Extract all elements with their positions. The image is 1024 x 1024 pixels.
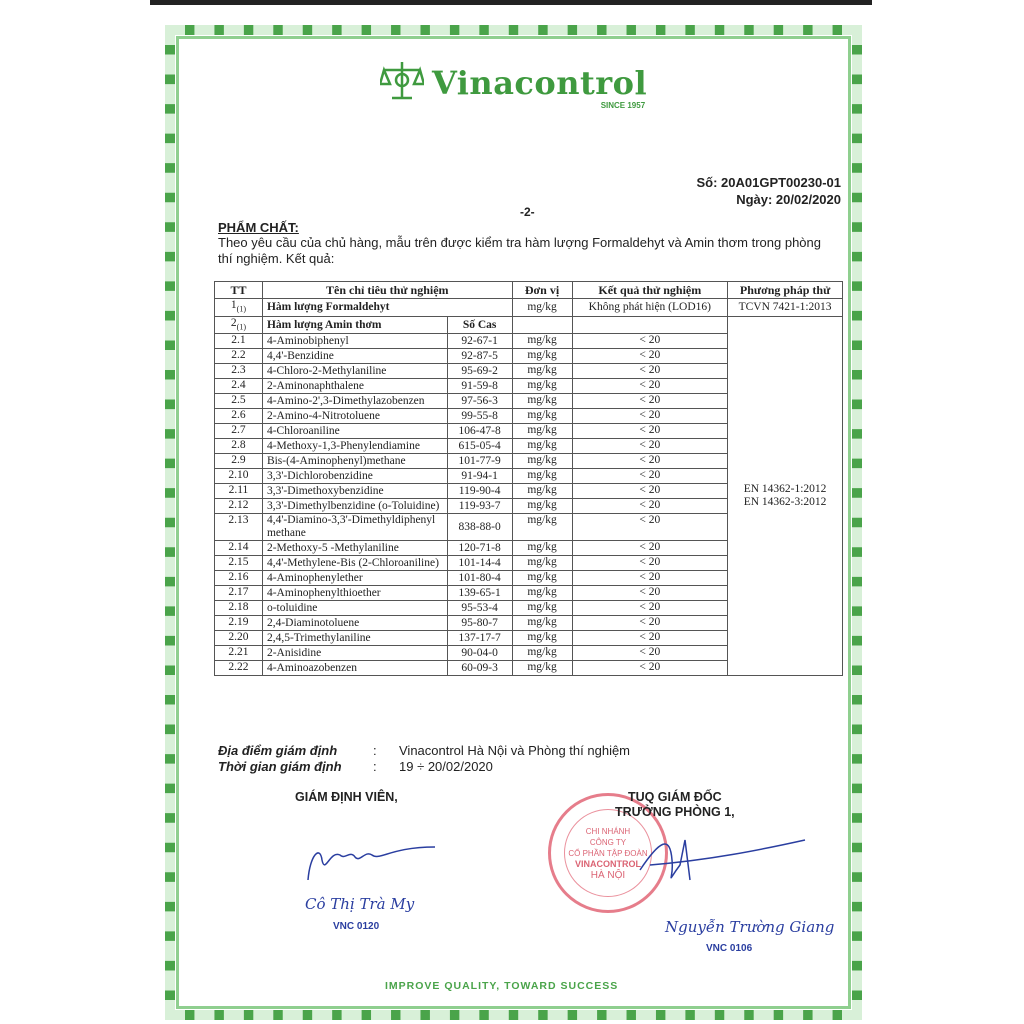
inspector-signature xyxy=(300,835,440,890)
row-result: < 20 xyxy=(572,541,728,556)
row-unit: mg/kg xyxy=(512,646,572,661)
row-name: 4-Amino-2',3-Dimethylazobenzen xyxy=(262,394,447,409)
time-value: 19 ÷ 20/02/2020 xyxy=(399,759,493,774)
cas-header: Số Cas xyxy=(447,317,512,334)
row-result: < 20 xyxy=(572,334,728,349)
row-tt: 2.9 xyxy=(215,454,263,469)
row-cas: 99-55-8 xyxy=(447,409,512,424)
row-name: Hàm lượng Amin thơm xyxy=(262,317,447,334)
logo-since: SINCE 1957 xyxy=(600,101,646,110)
row-result: < 20 xyxy=(572,454,728,469)
scales-icon xyxy=(380,58,424,102)
row-tt: 2.21 xyxy=(215,646,263,661)
row-tt: 2.3 xyxy=(215,364,263,379)
row-unit: mg/kg xyxy=(512,299,572,317)
inspection-meta xyxy=(218,743,630,775)
time-label: Thời gian giám định xyxy=(218,759,342,774)
row-name: 4-Aminobiphenyl xyxy=(262,334,447,349)
row-tt: 2.13 xyxy=(215,514,263,541)
row-cas: 119-90-4 xyxy=(447,484,512,499)
inspector-code: VNC 0120 xyxy=(333,921,380,932)
row-tt: 2.7 xyxy=(215,424,263,439)
row-result: < 20 xyxy=(572,586,728,601)
row-result: < 20 xyxy=(572,469,728,484)
row-name: 4,4'-Diamino-3,3'-Dimethyldiphenyl methane xyxy=(262,514,447,541)
row-name: 4-Methoxy-1,3-Phenylendiamine xyxy=(262,439,447,454)
director-code: VNC 0106 xyxy=(706,943,753,954)
row-name: 4-Aminophenylthioether xyxy=(262,586,447,601)
method-1: EN 14362-1:2012 xyxy=(743,483,827,496)
row-unit: mg/kg xyxy=(512,334,572,349)
row-name: 4-Aminophenylether xyxy=(262,571,447,586)
row-tt: 2.12 xyxy=(215,499,263,514)
row-result: < 20 xyxy=(572,394,728,409)
row-name: 4,4'-Benzidine xyxy=(262,349,447,364)
row-tt: 2.22 xyxy=(215,661,263,676)
header-name: Tên chỉ tiêu thử nghiệm xyxy=(262,282,512,299)
row-cas: 95-80-7 xyxy=(447,616,512,631)
document-date: Ngày: 20/02/2020 xyxy=(736,192,841,207)
row-result: < 20 xyxy=(572,661,728,676)
row-result: < 20 xyxy=(572,556,728,571)
document-reference xyxy=(696,174,841,208)
row-unit: mg/kg xyxy=(512,454,572,469)
row-result xyxy=(572,317,728,334)
row-unit: mg/kg xyxy=(512,409,572,424)
stamp-line: CHI NHÁNH xyxy=(585,826,631,836)
row-cas: 838-88-0 xyxy=(447,514,512,541)
row-name: o-toluidine xyxy=(262,601,447,616)
stamp-line: VINACONTROL xyxy=(575,858,641,869)
row-cas: 92-87-5 xyxy=(447,349,512,364)
row-tt: 2.16 xyxy=(215,571,263,586)
scan-edge xyxy=(150,0,872,5)
row-tt: 2.15 xyxy=(215,556,263,571)
row-cas: 137-17-7 xyxy=(447,631,512,646)
row-unit: mg/kg xyxy=(512,499,572,514)
row-cas: 95-53-4 xyxy=(447,601,512,616)
row-result: < 20 xyxy=(572,646,728,661)
results-table xyxy=(214,281,843,676)
header-method: Phương pháp thử xyxy=(728,282,843,299)
row-cas: 90-04-0 xyxy=(447,646,512,661)
row-name: 2-Methoxy-5 -Methylaniline xyxy=(262,541,447,556)
row-unit: mg/kg xyxy=(512,514,572,541)
row-unit xyxy=(512,317,572,334)
row-tt: 2.18 xyxy=(215,601,263,616)
row-tt: $1_{(1)}$ xyxy=(215,299,263,317)
row-tt: 2.14 xyxy=(215,541,263,556)
inspector-title: GIÁM ĐỊNH VIÊN, xyxy=(295,790,398,804)
row-unit: mg/kg xyxy=(512,364,572,379)
row-unit: mg/kg xyxy=(512,556,572,571)
row-cas: 101-14-4 xyxy=(447,556,512,571)
row-tt: 2.20 xyxy=(215,631,263,646)
row-unit: mg/kg xyxy=(512,541,572,556)
row-result: < 20 xyxy=(572,571,728,586)
row-result: < 20 xyxy=(572,439,728,454)
section-title: PHẨM CHẤT: xyxy=(218,220,299,235)
colon: : xyxy=(373,759,377,774)
row-unit: mg/kg xyxy=(512,484,572,499)
row-unit: mg/kg xyxy=(512,601,572,616)
row-cas: 101-77-9 xyxy=(447,454,512,469)
row-tt: 2.17 xyxy=(215,586,263,601)
row-name: 2-Anisidine xyxy=(262,646,447,661)
row-cas: 119-93-7 xyxy=(447,499,512,514)
row-unit: mg/kg xyxy=(512,661,572,676)
row-result: < 20 xyxy=(572,349,728,364)
inspector-name: Cô Thị Trà My xyxy=(305,895,415,913)
motto: IMPROVE QUALITY, TOWARD SUCCESS xyxy=(385,980,619,992)
row-cas: 615-05-4 xyxy=(447,439,512,454)
row-name: 4-Chloro-2-Methylaniline xyxy=(262,364,447,379)
row-name: 3,3'-Dimethoxybenzidine xyxy=(262,484,447,499)
amine-method xyxy=(728,317,843,676)
page-marker: -2- xyxy=(520,205,535,219)
logo-name: Vinacontrol xyxy=(432,64,648,102)
row-result: < 20 xyxy=(572,616,728,631)
row-cas: 95-69-2 xyxy=(447,364,512,379)
location-label: Địa điểm giám định xyxy=(218,743,338,758)
row-unit: mg/kg xyxy=(512,616,572,631)
row-unit: mg/kg xyxy=(512,394,572,409)
document-number: Số: 20A01GPT00230-01 xyxy=(696,175,841,190)
row-result: < 20 xyxy=(572,424,728,439)
row-cas: 97-56-3 xyxy=(447,394,512,409)
row-result: < 20 xyxy=(572,499,728,514)
row-cas: 106-47-8 xyxy=(447,424,512,439)
row-name: 4-Aminoazobenzen xyxy=(262,661,447,676)
row-result: < 20 xyxy=(572,364,728,379)
row-unit: mg/kg xyxy=(512,424,572,439)
header-unit: Đơn vị xyxy=(512,282,572,299)
director-name: Nguyễn Trường Giang xyxy=(665,918,835,936)
row-tt: 2.8 xyxy=(215,439,263,454)
row-cas: 91-59-8 xyxy=(447,379,512,394)
row-tt: 2.19 xyxy=(215,616,263,631)
row-tt: 2.1 xyxy=(215,334,263,349)
row-name: 4,4'-Methylene-Bis (2-Chloroaniline) xyxy=(262,556,447,571)
row-name: Hàm lượng Formaldehyt xyxy=(262,299,512,317)
row-cas: 91-94-1 xyxy=(447,469,512,484)
row-result: < 20 xyxy=(572,631,728,646)
row-unit: mg/kg xyxy=(512,586,572,601)
row-result: Không phát hiện (LOD16) xyxy=(572,299,728,317)
row-method: TCVN 7421-1:2013 xyxy=(728,299,843,317)
row-unit: mg/kg xyxy=(512,631,572,646)
row-cas: 101-80-4 xyxy=(447,571,512,586)
row-tt: 2.6 xyxy=(215,409,263,424)
row-tt: 2.2 xyxy=(215,349,263,364)
row-name: 3,3'-Dimethylbenzidine (o-Toluidine) xyxy=(262,499,447,514)
table-row xyxy=(215,317,843,334)
row-result: < 20 xyxy=(572,484,728,499)
row-tt: 2.5 xyxy=(215,394,263,409)
stamp-line: HÀ NỘI xyxy=(590,869,626,881)
row-name: 2-Aminonaphthalene xyxy=(262,379,447,394)
row-result: < 20 xyxy=(572,514,728,541)
row-result: < 20 xyxy=(572,601,728,616)
table-row xyxy=(215,299,843,317)
row-tt: 2.10 xyxy=(215,469,263,484)
row-name: 2,4,5-Trimethylaniline xyxy=(262,631,447,646)
row-name: 2-Amino-4-Nitrotoluene xyxy=(262,409,447,424)
row-result: < 20 xyxy=(572,379,728,394)
row-unit: mg/kg xyxy=(512,439,572,454)
intro-text: Theo yêu cầu của chủ hàng, mẫu trên được kiểm tra hàm lượng Formaldehyt và Amin thơm trong phòng thí nghiệm. Kết quả: xyxy=(218,235,822,266)
director-title-1: TUQ GIÁM ĐỐC xyxy=(627,790,722,804)
director-title xyxy=(615,790,735,820)
stamp-line: CỔ PHẦN TẬP ĐOÀN xyxy=(568,848,648,858)
table-header-row xyxy=(215,282,843,299)
row-unit: mg/kg xyxy=(512,349,572,364)
row-name: 3,3'-Dichlorobenzidine xyxy=(262,469,447,484)
row-tt: 2.11 xyxy=(215,484,263,499)
vinacontrol-logo xyxy=(380,58,648,110)
row-tt: $2_{(1)}$ xyxy=(215,317,263,334)
row-unit: mg/kg xyxy=(512,379,572,394)
director-title-2: TRƯỞNG PHÒNG 1, xyxy=(615,805,735,819)
row-cas: 92-67-1 xyxy=(447,334,512,349)
location-value: Vinacontrol Hà Nội và Phòng thí nghiệm xyxy=(399,743,631,758)
header-tt: TT xyxy=(215,282,263,299)
row-result: < 20 xyxy=(572,409,728,424)
row-cas: 60-09-3 xyxy=(447,661,512,676)
stamp-line: CÔNG TY xyxy=(589,837,627,847)
row-name: Bis-(4-Aminophenyl)methane xyxy=(262,454,447,469)
method-2: EN 14362-3:2012 xyxy=(743,496,827,509)
director-signature xyxy=(610,830,810,890)
header-result: Kết quả thử nghiệm xyxy=(572,282,728,299)
row-cas: 120-71-8 xyxy=(447,541,512,556)
row-tt: 2.4 xyxy=(215,379,263,394)
row-cas: 139-65-1 xyxy=(447,586,512,601)
row-name: 4-Chloroaniline xyxy=(262,424,447,439)
colon: : xyxy=(373,743,377,758)
row-unit: mg/kg xyxy=(512,571,572,586)
row-name: 2,4-Diaminotoluene xyxy=(262,616,447,631)
row-unit: mg/kg xyxy=(512,469,572,484)
